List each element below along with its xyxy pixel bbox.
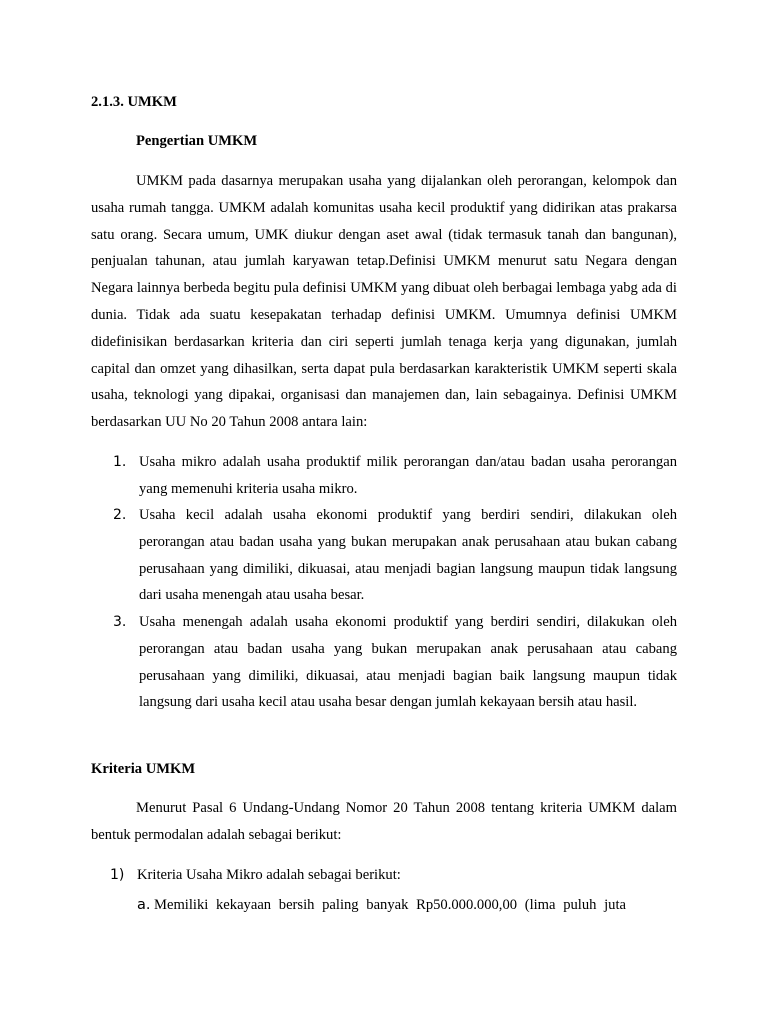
list-item-usaha-mikro (91, 449, 677, 503)
list-item-usaha-menengah (91, 609, 677, 716)
criteria-sub-item-a (91, 892, 626, 919)
sub-heading-pengertian: Pengertian UMKM (136, 133, 258, 149)
list-item-usaha-kecil (91, 502, 677, 609)
paragraph-kriteria: Menurut Pasal 6 Undang-Undang Nomor 20 Tahun 2008 tentang kriteria UMKM dalam bentuk permodalan adalah sebagai berikut: (91, 800, 677, 843)
criteria-item-text: Kriteria Usaha Mikro adalah sebagai berikut: (137, 867, 401, 883)
paragraph-definition: UMKM pada dasarnya merupakan usaha yang dijalankan oleh perorangan, kelompok dan usaha rumah tangga. UMKM adalah komunitas usaha kecil produktif yang didirikan atas prakarsa satu orang. Secara umum, UMK diukur dengan aset awal (tidak termasuk tanah dan bangunan), penjualan tahunan, atau jumlah karyawan tetap.Definisi UMKM menurut satu Negara dengan Negara lainnya berbeda begitu pula definisi UMKM yang dibuat oleh berbagai lembaga yabg ada di dunia. Tidak ada suatu kesepakatan terhadap definisi UMKM. Umumnya definisi UMKM didefinisikan berdasarkan kriteria dan ciri seperti jumlah tenaga kerja yang digunakan, jumlah capital dan omzet yang dihasilkan, serta dapat pula berdasarkan karakteristik UMKM seperti skala usaha, teknologi yang dipakai, organisasi dan manajemen dan, lain sebagainya. Definisi UMKM berdasarkan UU No 20 Tahun 2008 antara lain: (91, 173, 677, 431)
list-marker: 2. (113, 507, 127, 523)
sub-heading-kriteria: Kriteria UMKM (91, 761, 196, 777)
list-item-text: Usaha kecil adalah usaha ekonomi produktif yang berdiri sendiri, dilakukan oleh perorangan atau badan usaha yang bukan merupakan anak perusahaan atau bukan cabang perusahaan yang dimiliki, dikuasai, atau menjadi bagian langsung maupun tidak langsung dari usaha menengah atau usaha besar. (139, 507, 677, 604)
list-marker: 1) (110, 867, 125, 883)
list-marker: a. (137, 897, 151, 913)
section-heading: 2.1.3. UMKM (91, 94, 177, 110)
criteria-item-usaha-mikro (91, 862, 677, 889)
list-item-text: Usaha menengah adalah usaha ekonomi produktif yang berdiri sendiri, dilakukan oleh perorangan atau badan usaha yang bukan merupakan anak perusahaan atau cabang perusahaan yang dimiliki, dikuasai, atau menjadi bagian baik langsung maupun tidak langsung dari usaha kecil atau usaha besar dengan jumlah kekayaan bersih atau hasil. (139, 614, 677, 711)
criteria-sub-item-text: Memiliki kekayaan bersih paling banyak Rp50.000.000,00 (lima puluh juta (154, 897, 626, 913)
list-item-text: Usaha mikro adalah usaha produktif milik perorangan dan/atau badan usaha perorangan yang memenuhi kriteria usaha mikro. (139, 454, 677, 497)
list-marker: 3. (113, 614, 127, 630)
list-marker: 1. (113, 454, 127, 470)
